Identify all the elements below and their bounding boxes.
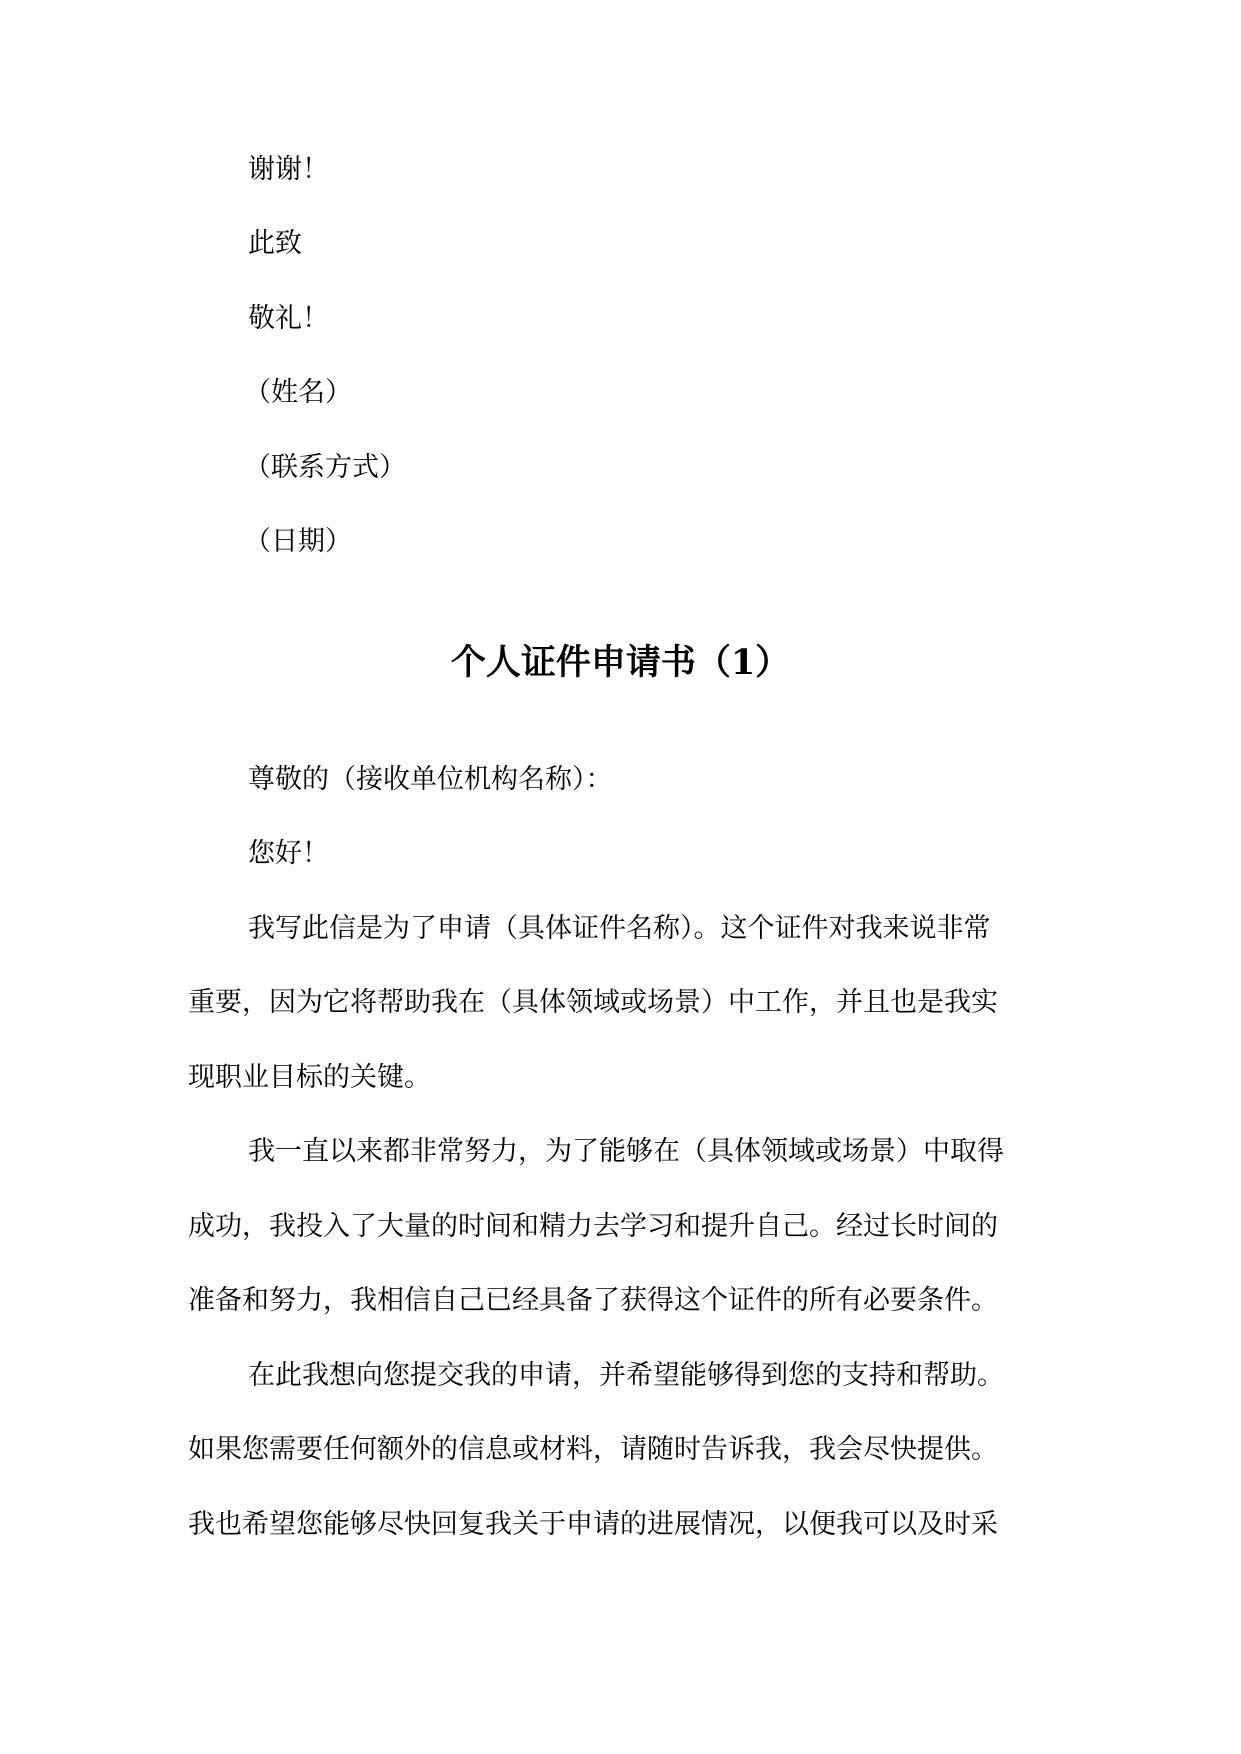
closing-jing-li: 敬礼！	[248, 303, 329, 334]
paragraph1-line: 重要，因为它将帮助我在（具体领域或场景）中工作，并且也是我实	[188, 987, 998, 1018]
paragraph3-line: 在此我想向您提交我的申请，并希望能够得到您的支持和帮助。	[248, 1360, 1004, 1391]
closing-thanks: 谢谢！	[248, 154, 329, 185]
closing-contact-placeholder: （联系方式）	[244, 452, 406, 483]
letter-title: 个人证件申请书（1）	[450, 642, 791, 683]
paragraph1-line: 现职业目标的关键。	[188, 1062, 431, 1093]
paragraph2-line: 成功，我投入了大量的时间和精力去学习和提升自己。经过长时间的	[188, 1211, 998, 1242]
closing-ci-zhi: 此致	[248, 228, 302, 259]
paragraph2-line: 准备和努力，我相信自己已经具备了获得这个证件的所有必要条件。	[188, 1285, 998, 1316]
paragraph3-line: 我也希望您能够尽快回复我关于申请的进展情况，以便我可以及时采	[188, 1509, 998, 1540]
paragraph2-line: 我一直以来都非常努力，为了能够在（具体领域或场景）中取得	[248, 1136, 1004, 1167]
closing-date-placeholder: （日期）	[244, 526, 352, 557]
paragraph1-line: 我写此信是为了申请（具体证件名称）。这个证件对我来说非常	[248, 913, 991, 944]
paragraph3-line: 如果您需要任何额外的信息或材料，请随时告诉我，我会尽快提供。	[188, 1434, 998, 1465]
closing-name-placeholder: （姓名）	[244, 377, 352, 408]
letter-salutation: 尊敬的（接收单位机构名称）：	[248, 764, 613, 795]
letter-greeting: 您好！	[248, 838, 329, 869]
